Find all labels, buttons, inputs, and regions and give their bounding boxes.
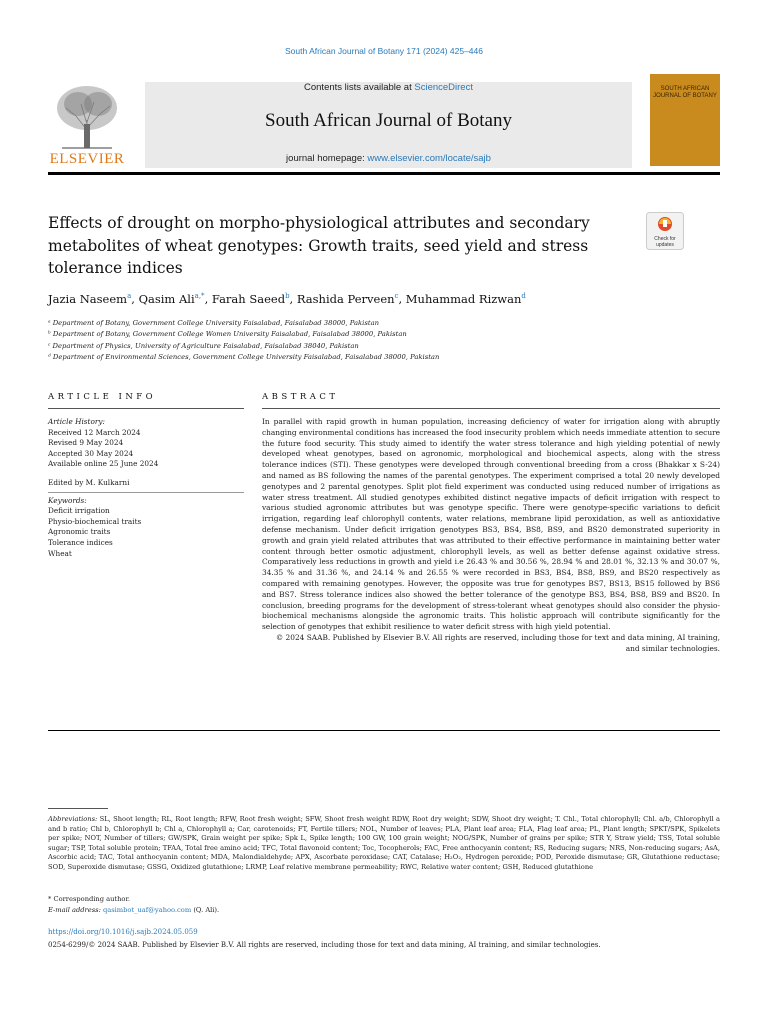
author-list [48, 292, 720, 306]
author-affiliation-marker[interactable]: b [285, 292, 290, 301]
author-separator: , [131, 292, 139, 306]
email-note [48, 906, 720, 914]
footnote-rule [48, 808, 108, 809]
article-info [48, 417, 244, 559]
author-affiliation-marker[interactable]: c [394, 292, 399, 301]
svg-text:Check for: Check for [654, 236, 676, 242]
journal-reference[interactable]: South African Journal of Botany 171 (2024) 425–446 [284, 46, 483, 56]
svg-text:updates: updates [656, 242, 674, 248]
keyword-item: Deficit irrigation [48, 506, 110, 516]
abstract-text: In parallel with rapid growth in human population, increasing deficiency of water for irrigation along with abruptly changing environmental conditions has increased the food insecurity problem which needs immediate attention to secure the future food security. This study aimed to identify the water stress tolerance and high yielding potential of newly developed wheat genotypes, based on agronomic, morphological and biochemical aspects, along with the stress tolerance indices (STI). These genotypes were developed through conventional breeding from a cross (Bhakkar x S-24) and named as BS following the names of the parental genotypes. The experiment comprised a total 20 newly developed genotypes and 2 parental genotypes. Split plot field experiment was conducted using reduced number of irrigations as water stress treatment. All studied genotypes exhibited distinct negative impacts of deficit irrigation with respect to various studied agronomic attributes but was genotype specific. There were genotype-specific variations to deficit irrigation, regarding leaf chlorophyll contents, water relations, membrane lipid peroxidation, as well as antioxidative defense mechanism. Under deficit irrigation genotypes BS3, BS4, BS8, BS9, and BS20 demonstrated superiority in growth and grain yield related attributes that was attributed to their effective performance in maintaining better water content through better osmotic adjustment, chlorophyll levels, as well as better defense against oxidative stress. Comparatively less reductions in growth and yield i.e 26.43 % and 30.56 %, 28.94 % and 28.01 %, 32.13 % and 30.07 %, 34.35 % and 31.36 %, and 24.14 % and 26.55 % were recorded in BS3, BS4, BS8, BS9, and BS20 respectively as compared with remaining genotypes. However, the opposite was true for genotypes BS7, BS13, BS15 followed by BS6 and BS7. Stress tolerance indices also showed the better tolerance of the genotype BS3, BS4, BS8, BS9 and BS20. In conclusion, breeding programs for the development of stress-tolerant wheat genotypes should also consider the physio-biochemical mechanisms alongside the agronomic traits. This holistic approach will contribute significantly for the selection of genotypes that exhibit resilience to water deficit stress with high yield potential. [262, 417, 720, 632]
email-label: E-mail address: [48, 906, 103, 914]
doi-link[interactable]: https://doi.org/10.1016/j.sajb.2024.05.059 [48, 928, 198, 936]
check-for-updates-icon[interactable] [646, 212, 684, 250]
keyword-item: Physio-biochemical traits [48, 516, 142, 526]
author-separator: , [204, 292, 212, 306]
sciencedirect-link[interactable]: ScienceDirect [414, 82, 473, 93]
article-info-heading: ARTICLE INFO [48, 392, 157, 402]
homepage-link[interactable]: www.elsevier.com/locate/sajb [367, 153, 491, 164]
keywords-label: Keywords: [48, 495, 87, 505]
author-affiliation-marker[interactable]: d [521, 292, 526, 301]
contents-prefix: Contents lists available at [304, 82, 415, 93]
abbreviations-text: SL, Shoot length; RL, Root length; RFW, Root fresh weight; SFW, Shoot fresh weight RDW, Root dry weight; SDW, Shoot dry weight; T. Chl., Total chlorophyll; Chl. a/b, Chlorophyll a and b ratio; Chl b, Chlorophyll b; Chl a, Chlorophyll a; Car, carotenoids; FT, Fertile tillers; NOL, Number of leaves; PLA, Plant leaf area; FLA, Flag leaf area; PL, Plant length; SPKT/SPK, Spikelets per spike; NOT, Number of tillers; GW/SPK, Grain weight per spike; Spk L, Spike length; 100 GW, 100 grain weight; NOG/SPK, Number of grains per spike; STR Y, Straw yield; TSS, Total soluble sugar; TSP, Total soluble protein; TFAA, Total free amino acid; TFC, Total flavonoid content; Toc, Tocopherols; FAC, Free anthocyanin content; RS, Reducing sugars; NRS, Non-reducing sugars; AsA, Ascorbic acid; TAC, Total anthocyanin content; MDA, Malondialdehyde; APX, Ascorbate peroxidase; CAT, Catalase; H₂O₂, Hydrogen peroxide; POD, Peroxide dismutase; GR, Glutathione reductase; SOD, Superoxide dismutase; GSSG, Oxidized glutathione; LRMP, Leaf relative membrane permeability; RWC, Relative water content; GSH, Reduced glutathione [48, 815, 720, 871]
abstract-divider [262, 408, 720, 409]
abbreviations-label: Abbreviations: [48, 815, 98, 823]
history-revised: Revised 9 May 2024 [48, 438, 124, 448]
homepage-prefix: journal homepage: [286, 153, 368, 164]
affiliations [48, 318, 720, 364]
keyword-item: Wheat [48, 548, 72, 558]
keyword-item: Tolerance indices [48, 537, 113, 547]
history-label: Article History: [48, 417, 105, 426]
author-name[interactable]: Jazia Naseem [48, 292, 128, 306]
email-suffix: (Q. Ali). [191, 906, 220, 914]
author-name[interactable]: Rashida Perveen [296, 292, 395, 306]
cover-title: SOUTH AFRICAN JOURNAL OF BOTANY [653, 86, 717, 99]
author-name[interactable]: Farah Saeed [211, 292, 286, 306]
abstract-copyright: © 2024 SAAB. Published by Elsevier B.V. All rights are reserved, including those for text and data mining, AI training, and similar technologies. [275, 632, 720, 653]
author-name[interactable]: Qasim Ali [138, 292, 195, 306]
author-name[interactable]: Muhammad Rizwan [405, 292, 522, 306]
affiliation-b: ᵇ Department of Botany, Government College Women University Faisalabad, Faisalabad 38000, Pakistan [48, 330, 407, 339]
header-rule [48, 172, 720, 175]
contents-line [145, 82, 632, 93]
article-info-divider [48, 408, 244, 409]
keywords-divider [48, 489, 244, 493]
journal-title: South African Journal of Botany [265, 110, 512, 131]
corresponding-author-note: * Corresponding author. [48, 895, 131, 903]
keyword-item: Agronomic traits [48, 527, 111, 537]
article-title: Effects of drought on morpho-physiological attributes and secondary metabolites of wheat genotypes: Growth traits, seed yield and stress tolerance indices [48, 214, 590, 277]
author-affiliation-marker[interactable]: a,* [194, 292, 205, 301]
history-received: Received 12 March 2024 [48, 427, 141, 437]
history-accepted: Accepted 30 May 2024 [48, 448, 134, 458]
elsevier-wordmark: ELSEVIER [49, 151, 125, 167]
abstract-body [262, 417, 720, 655]
affiliation-c: ᶜ Department of Physics, University of Agriculture Faisalabad, Faisalabad 38040, Pakistan [48, 341, 359, 350]
author-separator: , [398, 292, 406, 306]
affiliation-d: ᵈ Department of Environmental Sciences, Government College University Faisalabad, Faisalabad 38000, Pakistan [48, 353, 440, 362]
homepage-line [145, 153, 632, 164]
abstract-heading: ABSTRACT [262, 392, 339, 402]
author-separator: , [289, 292, 297, 306]
email-link[interactable]: qasimbot_uaf@yahoo.com [102, 906, 192, 914]
abbreviations-footnote [48, 815, 720, 873]
abstract-end-rule [48, 730, 720, 731]
edited-by: Edited by M. Kulkarni [48, 477, 130, 487]
journal-cover-image[interactable] [650, 74, 720, 166]
issn-copyright: 0254-6299/© 2024 SAAB. Published by Elsevier B.V. All rights are reserved, including those for text and data mining, AI training, and similar technologies. [48, 941, 601, 949]
author-affiliation-marker[interactable]: a [127, 292, 132, 301]
history-online: Available online 25 June 2024 [48, 459, 159, 469]
affiliation-a: ᵃ Department of Botany, Government College University Faisalabad, Faisalabad 38000, Pakistan [48, 319, 379, 327]
